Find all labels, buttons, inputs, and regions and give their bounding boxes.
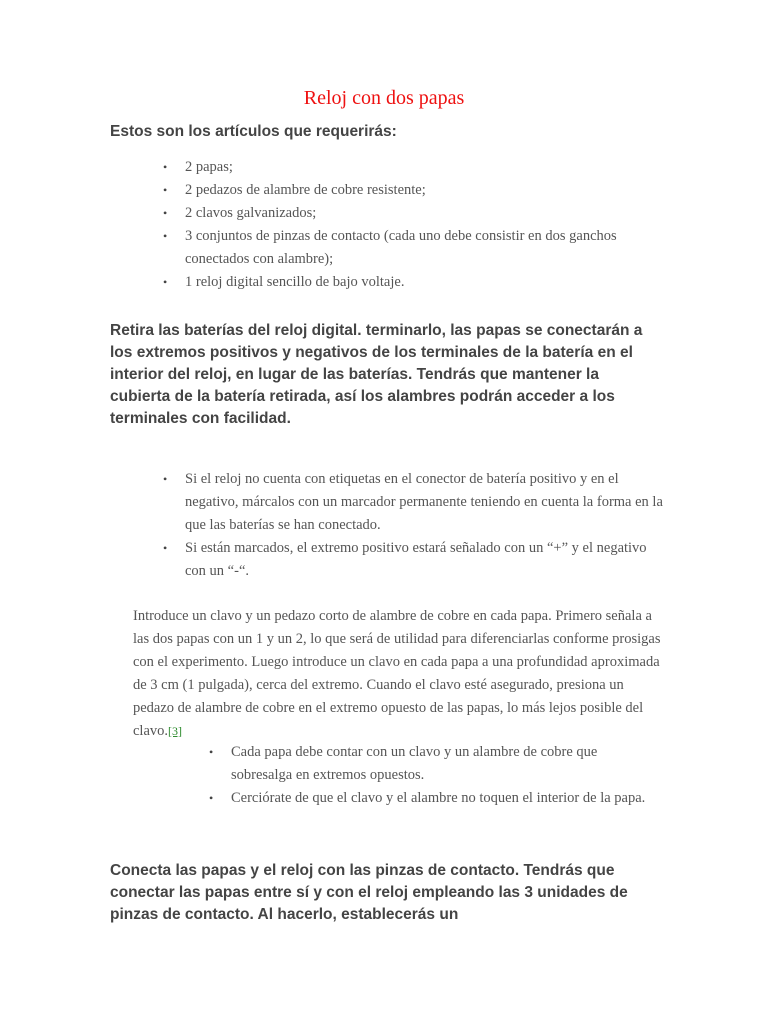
list-item: • Cada papa debe contar con un clavo y un alambre de cobre que sobresalga en extremos opuestos. <box>231 741 651 787</box>
reference-link[interactable]: [3] <box>168 724 183 738</box>
bullet-icon: • <box>163 229 168 243</box>
battery-notes-list <box>163 468 665 583</box>
list-item: • 2 clavos galvanizados; <box>185 202 665 225</box>
bullet-icon: • <box>209 745 214 759</box>
list-item: • 2 papas; <box>185 156 665 179</box>
section-heading-items: Estos son los artículos que requerirás: <box>110 123 397 140</box>
list-item: • Si el reloj no cuenta con etiquetas en el conector de batería positivo y en el negativo, márcalos con un marcador permanente teniendo en cuenta la forma en la que las baterías se han conectado. <box>185 468 665 537</box>
section-heading-connect: Conecta las papas y el reloj con las pinzas de contacto. Tendrás que conectar las papas entre sí y con el reloj empleando las 3 unidades de pinzas de contacto. Al hacerlo, establecerás un <box>110 862 628 923</box>
bullet-icon: • <box>163 541 168 555</box>
potato-notes-list <box>209 741 651 810</box>
required-items-list <box>163 156 665 294</box>
list-item: • Cerciórate de que el clavo y el alambre no toquen el interior de la papa. <box>231 787 651 810</box>
bullet-icon: • <box>163 472 168 486</box>
list-item: • 3 conjuntos de pinzas de contacto (cada uno debe consistir en dos ganchos conectados con alambre); <box>185 225 665 271</box>
bullet-icon: • <box>163 183 168 197</box>
bullet-icon: • <box>209 791 214 805</box>
bullet-icon: • <box>163 206 168 220</box>
bullet-icon: • <box>163 275 168 289</box>
bullet-icon: • <box>163 160 168 174</box>
instructions-paragraph: Introduce un clavo y un pedazo corto de alambre de cobre en cada papa. Primero señala a las dos papas con un 1 y un 2, lo que será de utilidad para diferenciarlas conforme prosigas con el experimento. Luego introduce un clavo en cada papa a una profundidad aproximada de 3 cm (1 pulgada), cerca del extremo. Cuando el clavo esté asegurado, presiona un pedazo de alambre de cobre en el extremo opuesto de las papas, lo más lejos posible del clavo.[3] <box>133 608 661 739</box>
list-item: • 1 reloj digital sencillo de bajo voltaje. <box>185 271 665 294</box>
list-item: • 2 pedazos de alambre de cobre resistente; <box>185 179 665 202</box>
page-title: Reloj con dos papas <box>303 87 465 109</box>
section-heading-batteries: Retira las baterías del reloj digital. terminarlo, las papas se conectarán a los extremos positivos y negativos de los terminales de la batería en el interior del reloj, en lugar de las baterías. Tendrás que mantener la cubierta de la batería retirada, así los alambres podrán acceder a los terminales con facilidad. <box>110 322 643 427</box>
list-item: • Si están marcados, el extremo positivo estará señalado con un “+” y el negativo con un “-“. <box>185 537 665 583</box>
